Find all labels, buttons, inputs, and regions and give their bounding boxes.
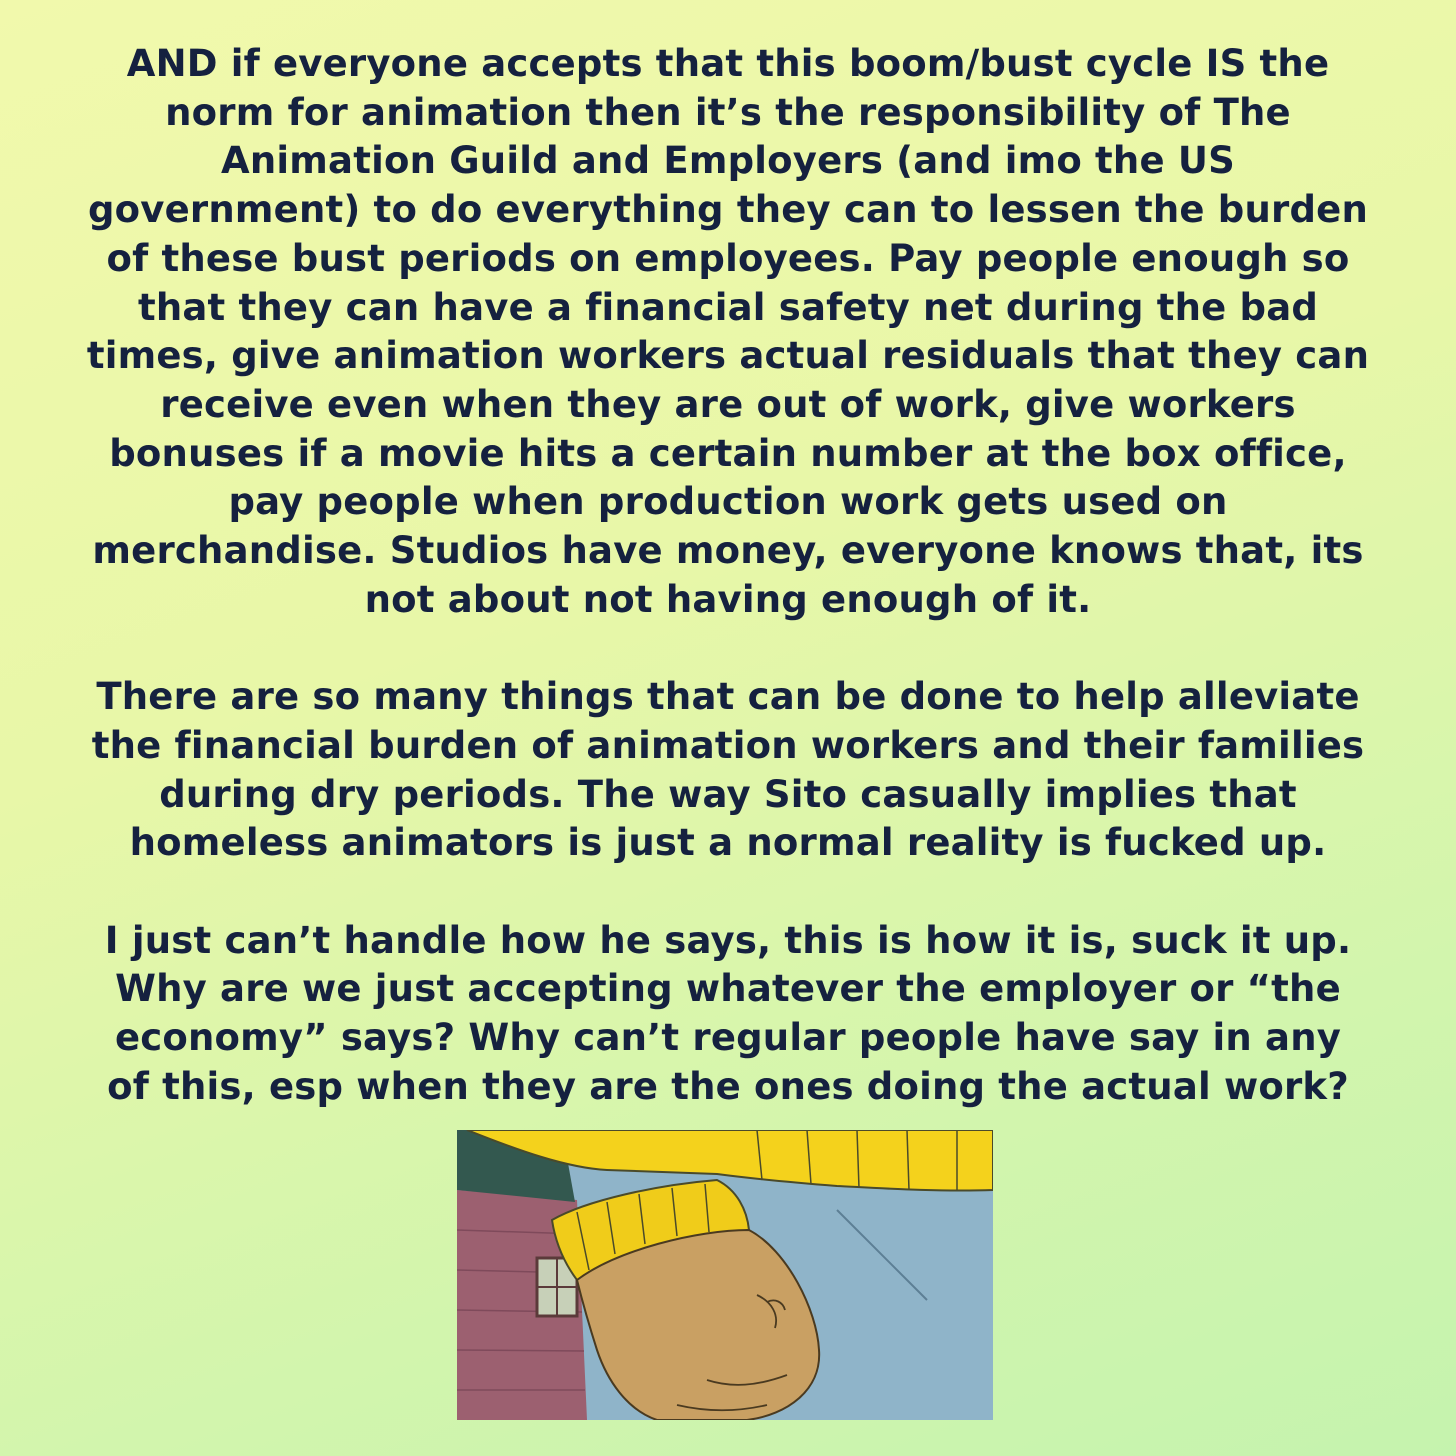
text-line: There are so many things that can be done to help alleviate	[96, 675, 1360, 719]
text-line: times, give animation workers actual residuals that they can	[86, 334, 1370, 378]
paragraph-3	[40, 917, 1416, 1112]
text-line: Animation Guild and Employers (and imo the US	[221, 139, 1235, 183]
post-text	[40, 40, 1416, 1111]
text-line: that they can have a financial safety net during the bad	[137, 285, 1319, 329]
text-line: during dry periods. The way Sito casually implies that	[159, 772, 1297, 816]
text-line: norm for animation then it’s the responsibility of The	[165, 90, 1291, 134]
text-line: AND if everyone accepts that this boom/bust cycle IS the	[126, 42, 1330, 85]
text-line: the financial burden of animation workers and their families	[91, 723, 1365, 767]
text-line: homeless animators is just a normal reality is fucked up.	[129, 821, 1327, 865]
text-line: Why are we just accepting whatever the employer or “the	[115, 967, 1341, 1011]
paragraph-1	[40, 40, 1416, 624]
text-line: of these bust periods on employees. Pay people enough so	[106, 236, 1350, 280]
text-line: economy” says? Why can’t regular people have say in any	[114, 1016, 1342, 1060]
text-line: of this, esp when they are the ones doing the actual work?	[107, 1064, 1349, 1108]
text-line: government) to do everything they can to lessen the burden	[87, 188, 1368, 232]
text-line: receive even when they are out of work, give workers	[160, 382, 1296, 426]
text-line: merchandise. Studios have money, everyone knows that, its	[92, 529, 1364, 573]
clenched-fist-image	[457, 1130, 993, 1420]
text-line: not about not having enough of it.	[364, 577, 1092, 621]
text-line: bonuses if a movie hits a certain number at the box office,	[109, 431, 1347, 475]
text-line: I just can’t handle how he says, this is how it is, suck it up.	[104, 918, 1352, 962]
text-line: pay people when production work gets used on	[228, 480, 1228, 524]
paragraph-2	[40, 673, 1416, 868]
